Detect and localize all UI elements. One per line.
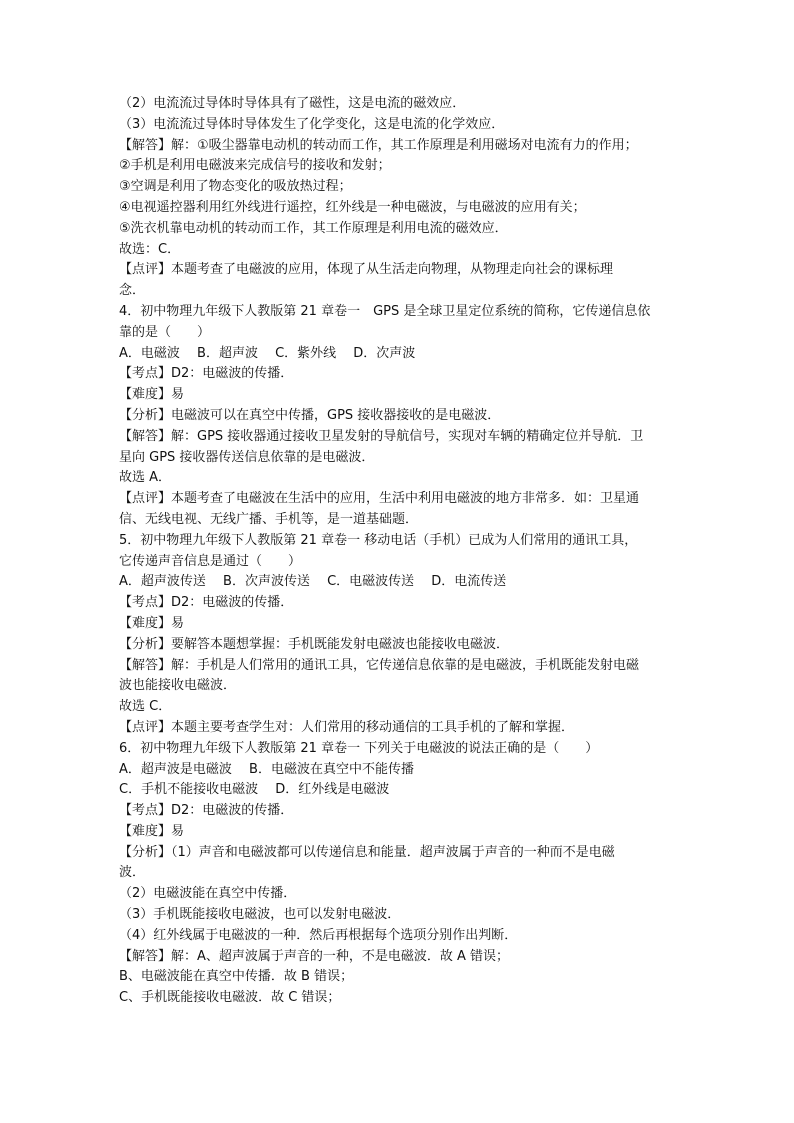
text-line: 故选：C．: [119, 241, 181, 257]
text-line: 波也能接收电磁波．: [119, 678, 237, 694]
text-line: 【难度】易: [119, 387, 185, 403]
question-5-stem: 5．初中物理九年级下人教版第 21 章卷一 移动电话（手机）已成为人们常用的通讯工具，: [119, 532, 638, 548]
text-line: 【点评】本题考查了电磁波的应用，体现了从生活走向物理，从物理走向社会的课标理: [119, 262, 614, 278]
text-line: 它传递声音信息是通过（ ）: [119, 553, 302, 569]
question-5-options: A．超声波传送 B．次声波传送 C．电磁波传送 D．电流传送: [119, 574, 507, 590]
question-4-stem: 4．初中物理九年级下人教版第 21 章卷一 GPS 是全球卫星定位系统的简称，它传递信息依: [119, 303, 651, 319]
text-line: 星向 GPS 接收器传送信息依靠的是电磁波．: [119, 449, 375, 465]
text-line: B、电磁波能在真空中传播．故 B 错误；: [119, 969, 354, 985]
text-line: 【解答】解：①吸尘器靠电动机的转动而工作，其工作原理是利用磁场对电流有力的作用；: [119, 137, 638, 153]
text-line: ⑤洗衣机靠电动机的转动而工作，其工作原理是利用电流的磁效应．: [119, 220, 508, 236]
text-line: 【解答】解：手机是人们常用的通讯工具，它传递信息依靠的是电磁波，手机既能发射电磁: [119, 657, 640, 673]
text-line: 【解答】解：A、超声波属于声音的一种，不是电磁波．故 A 错误；: [119, 948, 510, 964]
text-line: 靠的是（ ）: [119, 324, 211, 340]
text-line: 故选 A．: [119, 470, 172, 486]
text-line: 【难度】易: [119, 615, 185, 631]
text-line: 【分析】要解答本题想掌握：手机既能发射电磁波也能接收电磁波．: [119, 636, 510, 652]
text-line: 念．: [119, 283, 146, 299]
text-line: 【考点】D2：电磁波的传播．: [119, 366, 294, 382]
text-line: C、手机既能接收电磁波．故 C 错误；: [119, 990, 341, 1006]
text-line: 【分析】电磁波可以在真空中传播，GPS 接收器接收的是电磁波．: [119, 407, 501, 423]
text-line: 波．: [119, 865, 146, 881]
text-line: 【点评】本题考查了电磁波在生活中的应用，生活中利用电磁波的地方非常多．如：卫星通: [119, 491, 640, 507]
text-line: （4）红外线属于电磁波的一种．然后再根据每个选项分别作出判断．: [119, 927, 518, 943]
text-line: 【考点】D2：电磁波的传播．: [119, 595, 294, 611]
text-line: 【难度】易: [119, 823, 185, 839]
text-line: （3）手机既能接收电磁波，也可以发射电磁波．: [119, 907, 401, 923]
text-line: 【分析】（1）声音和电磁波都可以传递信息和能量．超声波属于声音的一种而不是电磁: [119, 844, 615, 860]
text-line: （2）电流流过导体时导体具有了磁性，这是电流的磁效应．: [119, 96, 466, 111]
text-line: 故选 C．: [119, 699, 172, 715]
text-line: ②手机是利用电磁波来完成信号的接收和发射；: [119, 158, 391, 174]
question-4-options: A．电磁波 B．超声波 C．紫外线 D．次声波: [119, 345, 416, 361]
text-line: 信、无线电视、无线广播、手机等，是一道基础题．: [119, 511, 419, 527]
question-6-stem: 6．初中物理九年级下人教版第 21 章卷一 下列关于电磁波的说法正确的是（ ）: [119, 740, 599, 756]
document-page: [119, 94, 679, 1009]
text-line: （2）电磁波能在真空中传播．: [119, 886, 297, 902]
text-line: 【解答】解：GPS 接收器通过接收卫星发射的导航信号，实现对车辆的精确定位并导航．卫: [119, 428, 644, 444]
text-line: 【点评】本题主要考查学生对：人们常用的移动通信的工具手机的了解和掌握．: [119, 719, 575, 735]
question-6-options: C．手机不能接收电磁波 D．红外线是电磁波: [119, 782, 390, 798]
text-line: ③空调是利用了物态变化的吸放热过程；: [119, 179, 352, 195]
text-line: （3）电流流过导体时导体发生了化学变化，这是电流的化学效应．: [119, 116, 505, 132]
text-line: ④电视遥控器利用红外线进行遥控，红外线是一种电磁波，与电磁波的应用有关；: [119, 199, 586, 215]
text-line: 【考点】D2：电磁波的传播．: [119, 803, 294, 819]
question-6-options: A．超声波是电磁波 B．电磁波在真空中不能传播: [119, 761, 414, 777]
